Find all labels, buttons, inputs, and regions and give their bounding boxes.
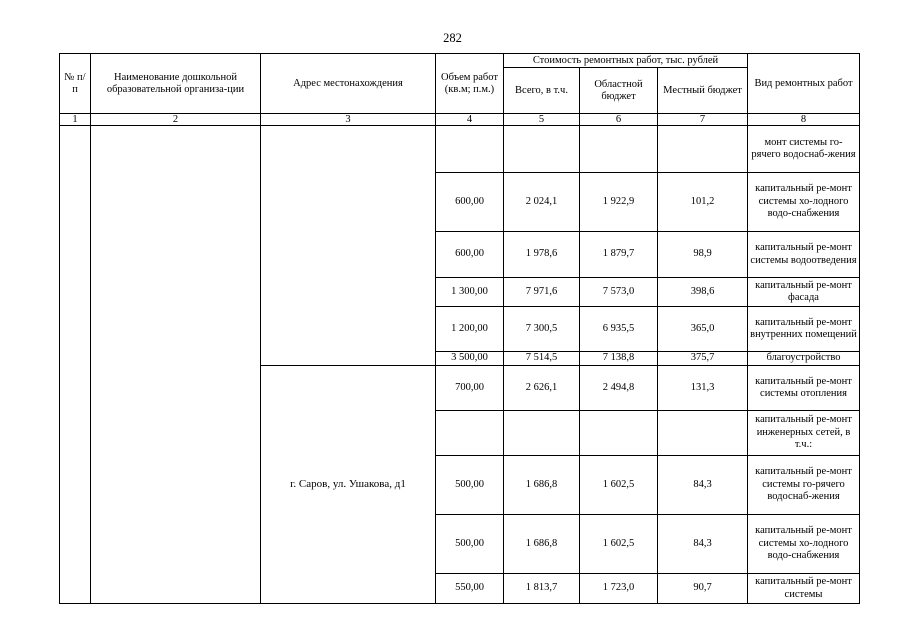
total-cell: 7 300,5	[504, 307, 580, 352]
local-cell: 398,6	[658, 278, 748, 307]
regional-cell: 1 879,7	[580, 232, 658, 278]
column-number: 8	[748, 114, 860, 126]
total-cell: 7 971,6	[504, 278, 580, 307]
work-type-cell: капитальный ре-монт системы отопления	[748, 366, 860, 411]
table-row	[60, 126, 860, 173]
local-cell	[658, 411, 748, 456]
regional-cell: 1 602,5	[580, 515, 658, 574]
volume-cell: 550,00	[436, 574, 504, 604]
regional-cell	[580, 411, 658, 456]
work-type-cell: благоустройство	[748, 352, 860, 366]
header-org-name: Наименование дошкольной образовательной организа-ции	[91, 54, 261, 114]
header-work-type: Вид ремонтных работ	[748, 54, 860, 114]
work-type-cell: капитальный ре-монт фасада	[748, 278, 860, 307]
work-type-cell: капитальный ре-монт внутренних помещений	[748, 307, 860, 352]
regional-cell: 7 138,8	[580, 352, 658, 366]
header-no: № п/п	[60, 54, 91, 114]
total-cell: 1 686,8	[504, 456, 580, 515]
total-cell: 2 024,1	[504, 173, 580, 232]
work-type-cell: капитальный ре-монт системы хо-лодного водо-снабжения	[748, 515, 860, 574]
header-cost-group: Стоимость ремонтных работ, тыс. рублей	[504, 54, 748, 68]
total-cell	[504, 126, 580, 173]
regional-cell: 2 494,8	[580, 366, 658, 411]
header-local: Местный бюджет	[658, 68, 748, 114]
local-cell: 84,3	[658, 456, 748, 515]
volume-cell: 3 500,00	[436, 352, 504, 366]
row-number-cell	[60, 126, 91, 604]
column-number: 7	[658, 114, 748, 126]
regional-cell: 6 935,5	[580, 307, 658, 352]
column-number: 2	[91, 114, 261, 126]
total-cell: 7 514,5	[504, 352, 580, 366]
regional-cell: 1 723,0	[580, 574, 658, 604]
work-type-cell: капитальный ре-монт системы го-рячего водоснаб-жения	[748, 456, 860, 515]
header-address: Адрес местонахождения	[261, 54, 436, 114]
work-type-cell: капитальный ре-монт системы водоотведения	[748, 232, 860, 278]
page-number: 282	[443, 31, 462, 45]
local-cell: 375,7	[658, 352, 748, 366]
volume-cell	[436, 126, 504, 173]
volume-cell: 1 300,00	[436, 278, 504, 307]
local-cell: 98,9	[658, 232, 748, 278]
total-cell: 1 813,7	[504, 574, 580, 604]
column-number: 3	[261, 114, 436, 126]
regional-cell	[580, 126, 658, 173]
local-cell	[658, 126, 748, 173]
local-cell: 101,2	[658, 173, 748, 232]
volume-cell: 700,00	[436, 366, 504, 411]
total-cell	[504, 411, 580, 456]
work-type-cell: капитальный ре-монт инженерных сетей, в т.ч.:	[748, 411, 860, 456]
header-regional: Областной бюджет	[580, 68, 658, 114]
work-type-cell: капитальный ре-монт системы хо-лодного водо-снабжения	[748, 173, 860, 232]
total-cell: 1 978,6	[504, 232, 580, 278]
org-name-cell	[91, 126, 261, 604]
header-volume: Объем работ (кв.м; п.м.)	[436, 54, 504, 114]
column-number: 5	[504, 114, 580, 126]
work-type-cell: капитальный ре-монт системы	[748, 574, 860, 604]
column-numbers-row	[60, 114, 860, 126]
work-type-cell: монт системы го-рячего водоснаб-жения	[748, 126, 860, 173]
header-total: Всего, в т.ч.	[504, 68, 580, 114]
volume-cell: 1 200,00	[436, 307, 504, 352]
column-number: 6	[580, 114, 658, 126]
total-cell: 1 686,8	[504, 515, 580, 574]
regional-cell: 1 922,9	[580, 173, 658, 232]
address-cell-1	[261, 126, 436, 366]
repair-works-table	[59, 53, 860, 604]
column-number: 1	[60, 114, 91, 126]
regional-cell: 7 573,0	[580, 278, 658, 307]
local-cell: 84,3	[658, 515, 748, 574]
volume-cell: 500,00	[436, 456, 504, 515]
local-cell: 365,0	[658, 307, 748, 352]
local-cell: 90,7	[658, 574, 748, 604]
column-number: 4	[436, 114, 504, 126]
volume-cell: 600,00	[436, 232, 504, 278]
total-cell: 2 626,1	[504, 366, 580, 411]
volume-cell	[436, 411, 504, 456]
local-cell: 131,3	[658, 366, 748, 411]
address-cell-2: г. Саров, ул. Ушакова, д1	[261, 366, 436, 604]
regional-cell: 1 602,5	[580, 456, 658, 515]
volume-cell: 500,00	[436, 515, 504, 574]
volume-cell: 600,00	[436, 173, 504, 232]
